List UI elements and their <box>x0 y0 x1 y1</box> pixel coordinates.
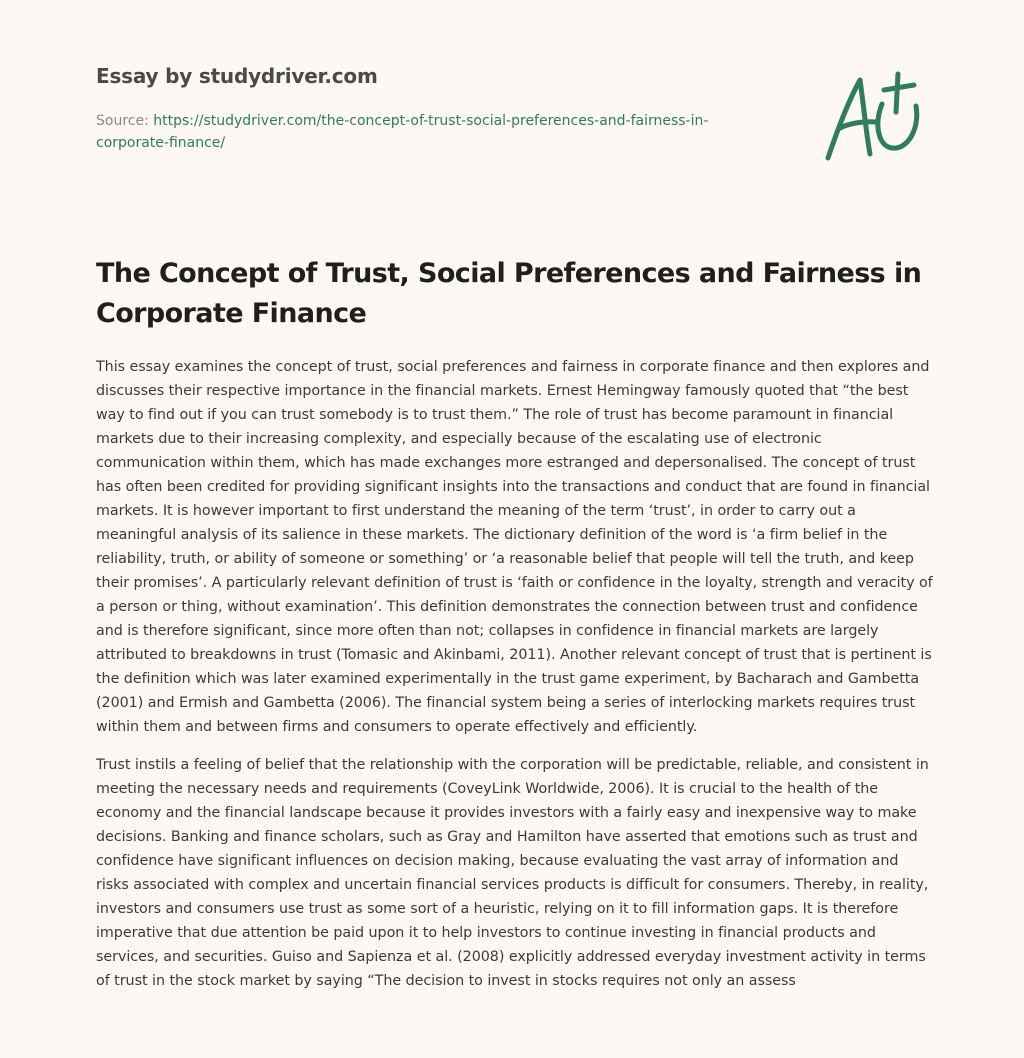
essay-paragraph: Trust instils a feeling of belief that the relationship with the corporation will be predictable, reliable, and consistent in meeting the necessary needs and requirements (CoveyLink Worldwide, 2006). It is crucial to the health of the economy and the financial landscape because it provides investors with a fairly easy and inexpensive way to make decisions. Banking and finance scholars, such as Gray and Hamilton have asserted that emotions such as trust and confidence have significant influences on decision making, because evaluating the vast array of information and risks associated with complex and uncertain financial services products is difficult for consumers. Thereby, in reality, investors and consumers use trust as some sort of a heuristic, relying on it to fill information gaps. It is therefore imperative that due attention be paid upon it to help investors to continue investing in financial products and services, and securities. Guiso and Sapienza et al. (2008) explicitly addressed everyday investment activity in terms of trust in the stock market by saying “The decision to invest in stocks requires not only an assess <box>96 757 929 989</box>
source-line <box>96 110 776 154</box>
a-plus-grade-icon <box>820 68 930 164</box>
source-link[interactable]: https://studydriver.com/the-concept-of-trust-social-preferences-and-fairness-in-corporate-finance/ <box>96 113 709 151</box>
essay-title: The Concept of Trust, Social Preferences and Fairness in Corporate Finance <box>96 258 922 329</box>
essay-body <box>96 355 934 1007</box>
source-label: Source: <box>96 113 149 129</box>
site-header <box>96 64 796 154</box>
site-title: Essay by studydriver.com <box>96 64 378 88</box>
essay-paragraph: This essay examines the concept of trust, social preferences and fairness in corporate finance and then explores and discusses their respective importance in the financial markets. Ernest Hemingway famously quoted that “the best way to find out if you can trust somebody is to trust them.” The role of trust has become paramount in financial markets due to their increasing complexity, and especially because of the escalating use of electronic communication within them, which has made exchanges more estranged and depersonalised. The concept of trust has often been credited for providing significant insights into the transactions and conduct that are found in financial markets. It is however important to first understand the meaning of the term ‘trust’, in order to carry out a meaningful analysis of its salience in these markets. The dictionary definition of the word is ‘a firm belief in the reliability, truth, or ability of someone or something’ or ‘a reasonable belief that people will tell the truth, and keep their promises’. A particularly relevant definition of trust is ‘faith or confidence in the loyalty, strength and veracity of a person or thing, without examination’. This definition demonstrates the connection between trust and confidence and is therefore significant, since more often than not; collapses in confidence in financial markets are largely attributed to breakdowns in trust (Tomasic and Akinbami, 2011). Another relevant concept of trust that is pertinent is the definition which was later examined experimentally in the trust game experiment, by Bacharach and Gambetta (2001) and Ermish and Gambetta (2006). The financial system being a series of interlocking markets requires trust within them and between firms and consumers to operate effectively and efficiently. <box>96 359 933 735</box>
